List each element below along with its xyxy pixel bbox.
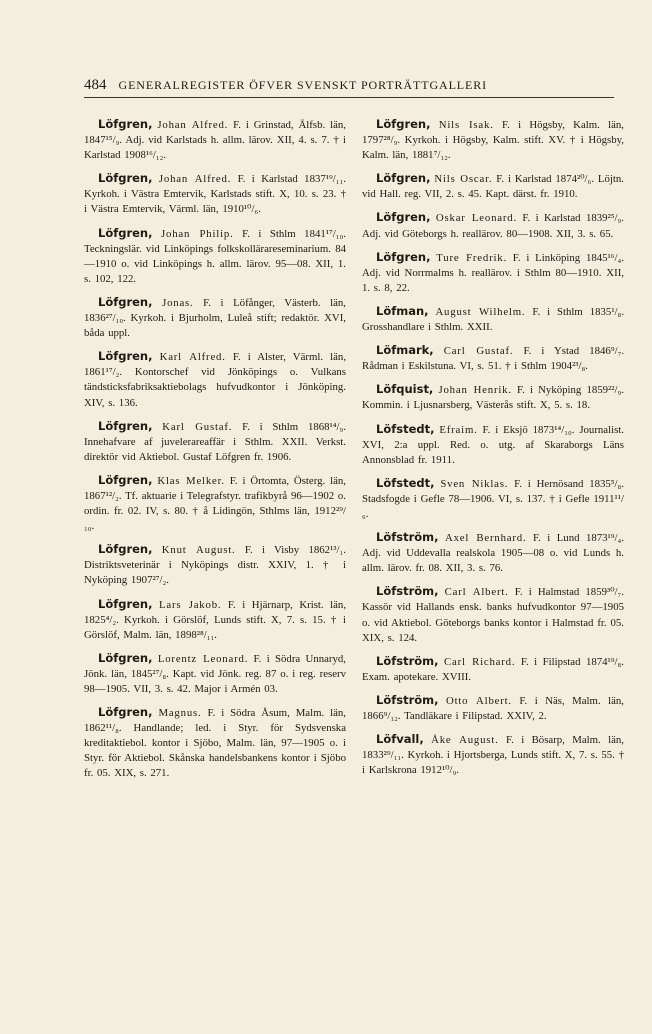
register-entry xyxy=(362,210,624,241)
register-entry xyxy=(84,171,346,217)
entry-details: F. i Karlstad 1839²⁵/₉. Adj. vid Göteborgs h. reallärov. 80—1908. XII, 3. s. 65. xyxy=(362,212,625,240)
entry-surname: Löfgren, xyxy=(376,210,431,225)
entry-details: F. i Hernösand 1835⁵/₈. Stadsfogde i Gefle 78—1906. VI, s. 137. † i Gefle 1911¹¹/₆. xyxy=(362,477,625,520)
register-entry xyxy=(362,693,624,724)
entry-given-names: Ture Fredrik. xyxy=(436,251,507,264)
entry-details: F. i Nyköping 1859²²/₉. Kommin. i Ljusnarsberg, Västerås stift. X, 5. s. 18. xyxy=(362,384,624,412)
entry-given-names: Johan Henrik. xyxy=(438,384,512,397)
entry-surname: Löfgren, xyxy=(98,117,153,131)
entry-surname: Löfgren, xyxy=(376,249,431,264)
register-entry xyxy=(362,117,624,163)
entry-details: F. i Näs, Malm. län, 1866⁹/₁₂. Tandläkare i Filipstad. XXIV, 2. xyxy=(362,694,625,722)
entry-details: F. i Alster, Värml. län, 1861¹⁷/₂. Kontorschef vid Jönköpings o. Vulkans tändsticksfabriksaktiebolags hufvudkontor i Jönköping. XIV, s. 136. xyxy=(84,351,347,409)
entry-surname: Löfström, xyxy=(376,692,439,707)
register-entry xyxy=(362,382,624,413)
entry-details: F. i Hjärnarp, Krist. län, 1825⁴/₂. Kyrkoh. i Görslöf, Lunds stift. X, 7. s. 15. † i Görslöf, Malm. län, 1898²⁸/₁₁. xyxy=(84,598,347,641)
register-entry xyxy=(362,530,624,576)
entry-given-names: August Wilhelm. xyxy=(435,305,526,318)
entry-given-names: Johan Philip. xyxy=(161,227,234,240)
register-entry xyxy=(362,304,624,335)
entry-surname: Löfgren, xyxy=(98,225,153,240)
entry-details: F. i Sthlm 1868¹⁴/₉. Innehafvare af juvelerareaffär i Sthlm. XXII. Verkst. direktör vid Aktiebol. Gustaf Löfgren fr. 1906. xyxy=(84,420,347,463)
entry-given-names: Axel Bernhard. xyxy=(444,532,527,545)
entry-given-names: Knut August. xyxy=(161,544,236,557)
page-number: 484 xyxy=(84,77,107,93)
entry-surname: Löfquist, xyxy=(376,382,434,397)
entry-details: F. i Lund 1873¹⁹/₄. Adj. vid Uddevalla realskola 1905—08 o. vid Lunds h. allm. lärov. fr. 08. XII, 3. s. 76. xyxy=(362,532,625,575)
entry-details: F. i Halmstad 1859³⁰/₇. Kassör vid Hallands ensk. banks hufvudkontor 97—1905 o. vid Aktiebol. Göteborgs banks kontor i Halmstad fr. 05. XIX, s. 124. xyxy=(362,586,625,644)
entry-details: F. i Karlstad 1837¹⁹/₁₁. Kyrkoh. i Västra Emtervik, Karlstads stift. X, 10. s. 23. † i Västra Emtervik, Värml. län, 1910¹⁰/₆. xyxy=(84,173,346,216)
entry-given-names: Carl Richard. xyxy=(444,655,516,668)
entry-surname: Löfgren, xyxy=(98,418,153,433)
entry-given-names: Nils Isak. xyxy=(438,119,494,131)
entry-details: F. i Karlstad 1874²⁰/₆. Löjtn. vid Hall. reg. VII, 2. s. 45. Kapt. därst. fr. 1910. xyxy=(362,173,625,201)
entry-details: F. i Högsby, Kalm. län, 1797²⁸/₉. Kyrkoh. i Högsby, Kalm. stift. XV. † i Högsby, Kalm. län, 1881⁷/₁₂. xyxy=(362,119,625,162)
entry-given-names: Klas Melker. xyxy=(157,474,225,487)
entry-surname: Löfgren, xyxy=(98,349,153,364)
register-entry xyxy=(84,651,346,697)
register-entry xyxy=(362,584,624,645)
entry-surname: Löfström, xyxy=(376,530,439,545)
entry-surname: Löfgren, xyxy=(376,171,431,186)
register-entry xyxy=(84,705,346,781)
register-entry xyxy=(84,226,346,287)
register-entry xyxy=(84,349,346,410)
entry-given-names: Otto Albert. xyxy=(445,694,512,707)
register-entry xyxy=(362,343,624,374)
entry-surname: Löfstedt, xyxy=(376,421,435,436)
entry-given-names: Carl Albert. xyxy=(444,586,509,599)
entry-details: F. i Bösarp, Malm. län, 1833²⁹/₁₁. Kyrkoh. i Hjortsberga, Lunds stift. X, 7. s. 55. † i Karlskrona 1912¹⁰/₉. xyxy=(362,734,625,777)
right-column xyxy=(362,117,624,786)
entry-details: F. i Grinstad, Älfsb. län, 1847¹⁵/₉. Adj. vid Karlstads h. allm. lärov. XII, 4. s. 7. † i Karlstad 1908¹⁶/₁₂. xyxy=(84,119,346,162)
entry-given-names: Jonas. xyxy=(162,296,194,309)
entry-surname: Löfgren, xyxy=(98,171,153,186)
entry-details: F. i Ystad 1846⁹/₇. Rådman i Eskilstuna. VI, s. 51. † i Sthlm 1904²³/₈. xyxy=(362,345,625,373)
register-entry xyxy=(362,171,624,202)
entry-details: F. i Eksjö 1873¹⁴/₁₀. Journalist. XVI, 2:a uppl. Red. o. utg. af Skaraborgs Läns Annonsblad fr. 1911. xyxy=(362,423,625,466)
register-entry xyxy=(84,419,346,465)
page-header xyxy=(84,76,614,98)
entry-given-names: Nils Oscar. xyxy=(434,173,493,186)
entry-given-names: Karl Alfred. xyxy=(159,351,226,364)
entry-details: F. i Södra Unnaryd, Jönk. län, 1845²⁷/₈. Kapt. vid Jönk. reg. 87 o. i reg. reserv 98—1905. VII, 3. s. 42. Major i Armén 03. xyxy=(84,652,347,695)
entry-surname: Löfgren, xyxy=(98,596,153,611)
register-entry xyxy=(362,654,624,685)
register-entry xyxy=(84,542,346,588)
entry-surname: Löfström, xyxy=(376,584,439,599)
entry-surname: Löfgren, xyxy=(98,294,153,309)
entry-surname: Löfmark, xyxy=(376,343,434,358)
register-entry xyxy=(84,295,346,341)
left-column xyxy=(84,117,346,790)
register-entry xyxy=(362,476,624,522)
entry-given-names: Karl Gustaf. xyxy=(162,420,233,433)
register-entry xyxy=(84,117,346,163)
entry-given-names: Oskar Leonard. xyxy=(435,212,517,225)
register-entry xyxy=(362,732,624,778)
register-entry xyxy=(362,250,624,296)
entry-surname: Löfgren, xyxy=(98,705,153,720)
entry-given-names: Magnus. xyxy=(158,707,202,720)
register-entry xyxy=(84,473,346,534)
entry-given-names: Lorentz Leonard. xyxy=(157,652,249,665)
entry-surname: Löfgren, xyxy=(98,542,153,557)
entry-surname: Löfman, xyxy=(376,303,429,318)
entry-given-names: Carl Gustaf. xyxy=(443,345,514,358)
entry-given-names: Sven Niklas. xyxy=(440,477,509,490)
running-title: GENERALREGISTER ÖFVER SVENSKT PORTRÄTTGALLERI xyxy=(118,78,488,92)
entry-surname: Löfstedt, xyxy=(376,475,435,490)
entry-surname: Löfvall, xyxy=(376,732,424,747)
entry-details: F. i Sthlm 1835¹/₈. Grosshandlare i Sthlm. XXII. xyxy=(362,305,625,334)
entry-given-names: Efraim. xyxy=(439,423,478,436)
register-entry xyxy=(84,597,346,643)
entry-surname: Löfgren, xyxy=(376,117,431,131)
entry-details: F. i Visby 1862¹³/₁. Distriktsveterinär i Nyköpings distr. XXIV, 1. † i Nyköping 1907²⁷/₂. xyxy=(84,544,346,587)
entry-details: F. i Filipstad 1874¹⁹/₈. Exam. apotekare. XVIII. xyxy=(362,655,625,683)
entry-details: F. i Södra Åsum, Malm. län, 1862¹¹/₈. Handlande; led. i Styr. för Sydsvenska kreditaktiebol. kontor i Sjöbo, Malm. län, 97—1905 o. i Styr. för Aktiebol. Skånska handelsbankens kontor i Sjöbo fr. 05. XIX, s. 271. xyxy=(84,707,347,780)
entry-given-names: Lars Jakob. xyxy=(159,598,222,611)
entry-details: F. i Linköping 1845¹⁶/₄. Adj. vid Norrmalms h. reallärov. i Sthlm 80—1910. XII, 1. s. 8, 22. xyxy=(362,251,625,294)
entry-given-names: Johan Alfred. xyxy=(157,119,229,131)
entry-details: F. i Löfånger, Västerb. län, 1836²⁷/₁₀. Kyrkoh. i Bjurholm, Luleå stift; redaktör. XVI, båda uppl. xyxy=(84,296,346,340)
entry-surname: Löfgren, xyxy=(98,650,153,665)
entry-surname: Löfgren, xyxy=(98,472,153,487)
entry-given-names: Åke August. xyxy=(431,734,499,747)
entry-details: F. i Örtomta, Österg. län, 1867¹²/₂. Tf. aktuarie i Telegrafstyr. trafikbyrå 96—1902 o. ordin. fr. 02. IV, s. 80. † å Lidingön, Sthlms län, 1912²⁹/₁₀. xyxy=(84,474,346,533)
entry-given-names: Johan Alfred. xyxy=(158,173,232,186)
register-entry xyxy=(362,422,624,468)
entry-surname: Löfström, xyxy=(376,653,439,668)
entry-details: F. i Sthlm 1841¹⁷/₁₀. Teckningslär. vid Linköpings folkskollärareseminarium. 84—1910 o. vid Linköpings h. allm. lärov. 95—08. XII, 1. s. 102, 122. xyxy=(84,227,347,285)
